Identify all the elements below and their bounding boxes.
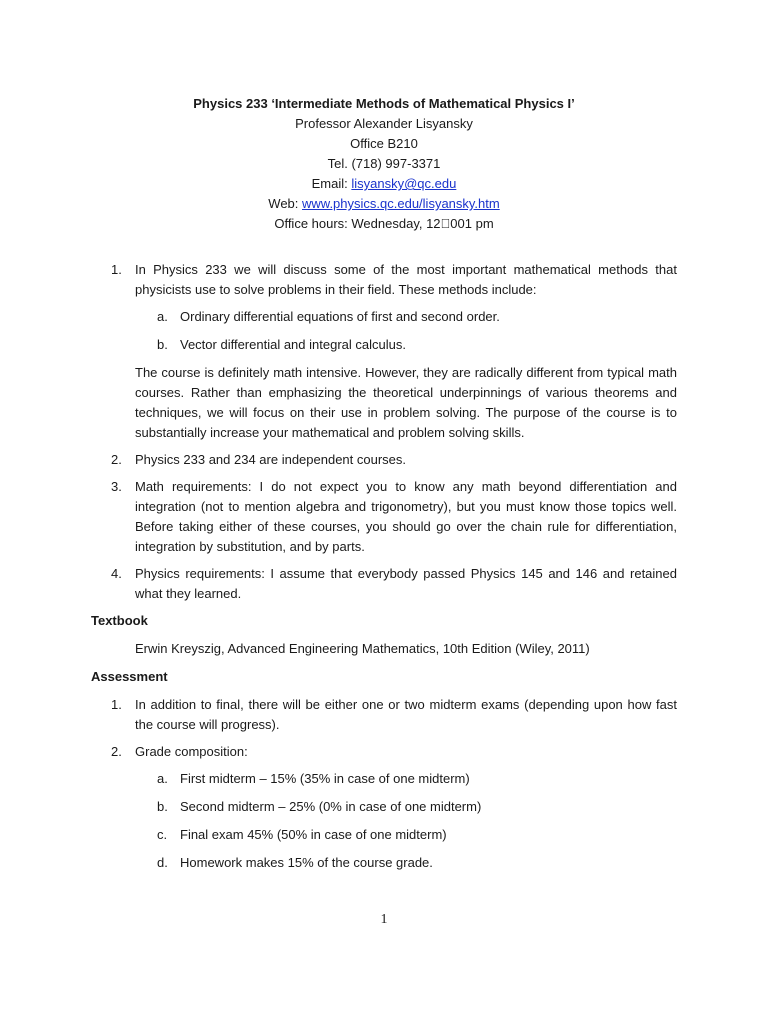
sub-item-text: First midterm – 15% (35% in case of one midterm) [180, 771, 470, 786]
item-number: 4. [111, 566, 122, 581]
page-number: 1 [380, 912, 388, 927]
grade-item [91, 825, 677, 845]
course-title: Physics 233 ‘Intermediate Methods of Mathematical Physics I’ [193, 96, 575, 111]
sub-item-letter: b. [157, 337, 168, 352]
office-hours: Office hours: Wednesday, 12 001 pm [274, 216, 494, 231]
sub-list-item [91, 307, 677, 327]
telephone: Tel. (718) 997-3371 [327, 156, 441, 171]
email-label: Email: [311, 176, 352, 191]
list-item [91, 742, 677, 762]
sub-item-text: Second midterm – 25% (0% in case of one midterm) [180, 799, 482, 814]
item-number: 2. [111, 452, 122, 467]
item-number: 3. [111, 479, 122, 494]
grade-item [91, 769, 677, 789]
course-header [0, 94, 768, 234]
course-paragraph: The course is definitely math intensive. However, they are radically different from typical math courses. Rather than emphasizing the theoretical underpinnings of various theorems and techniques, we will focus on their use in problem solving. The purpose of the course is to substantially increase your mathematical and problem solving skills. [135, 365, 677, 440]
item-text: Grade composition: [135, 744, 248, 759]
web-line [0, 194, 768, 214]
textbook-text: Erwin Kreyszig, Advanced Engineering Mathematics, 10th Edition (Wiley, 2011) [135, 641, 590, 656]
sub-item-letter: a. [157, 771, 168, 786]
sub-list-item [91, 335, 677, 355]
sub-item-letter: a. [157, 309, 168, 324]
office-location: Office B210 [350, 136, 418, 151]
item-text: In addition to final, there will be either one or two midterm exams (depending upon how fast the course will progress). [135, 697, 677, 732]
item-text: Physics 233 and 234 are independent courses. [135, 452, 407, 467]
item-number: 2. [111, 744, 122, 759]
web-label: Web: [268, 196, 302, 211]
document-body [91, 260, 677, 881]
item-text: In Physics 233 we will discuss some of the most important mathematical methods that physicists use to solve problems in their field. These methods include: [135, 262, 677, 297]
assessment-heading: Assessment [91, 669, 168, 684]
sub-item-text: Ordinary differential equations of first and second order. [180, 309, 500, 324]
item-number: 1. [111, 697, 122, 712]
grade-item [91, 853, 677, 873]
sub-item-text: Homework makes 15% of the course grade. [180, 855, 433, 870]
sub-item-text: Vector differential and integral calculus. [180, 337, 406, 352]
email-link[interactable]: lisyansky@qc.edu [351, 176, 457, 191]
list-item [91, 477, 677, 557]
sub-item-letter: c. [157, 827, 168, 842]
item-text: Math requirements: I do not expect you to know any math beyond differentiation and integration (not to mention algebra and trigonometry), but you must know those topics well. Before taking either of these courses, you should go over the chain rule for differentiation, integration by substitution, and by parts. [135, 479, 677, 554]
item-number: 1. [111, 262, 122, 277]
textbook-heading: Textbook [91, 613, 148, 628]
web-link[interactable]: www.physics.qc.edu/lisyansky.htm [302, 196, 500, 211]
list-item [91, 564, 677, 604]
email-line [0, 174, 768, 194]
sub-item-text: Final exam 45% (50% in case of one midterm) [180, 827, 447, 842]
professor-name: Professor Alexander Lisyansky [295, 116, 473, 131]
item-text: Physics requirements: I assume that everybody passed Physics 145 and 146 and retained what they learned. [135, 566, 677, 601]
list-item [91, 450, 677, 470]
sub-item-letter: b. [157, 799, 168, 814]
sub-item-letter: d. [157, 855, 168, 870]
list-item [91, 695, 677, 735]
grade-item [91, 797, 677, 817]
list-item [91, 260, 677, 300]
